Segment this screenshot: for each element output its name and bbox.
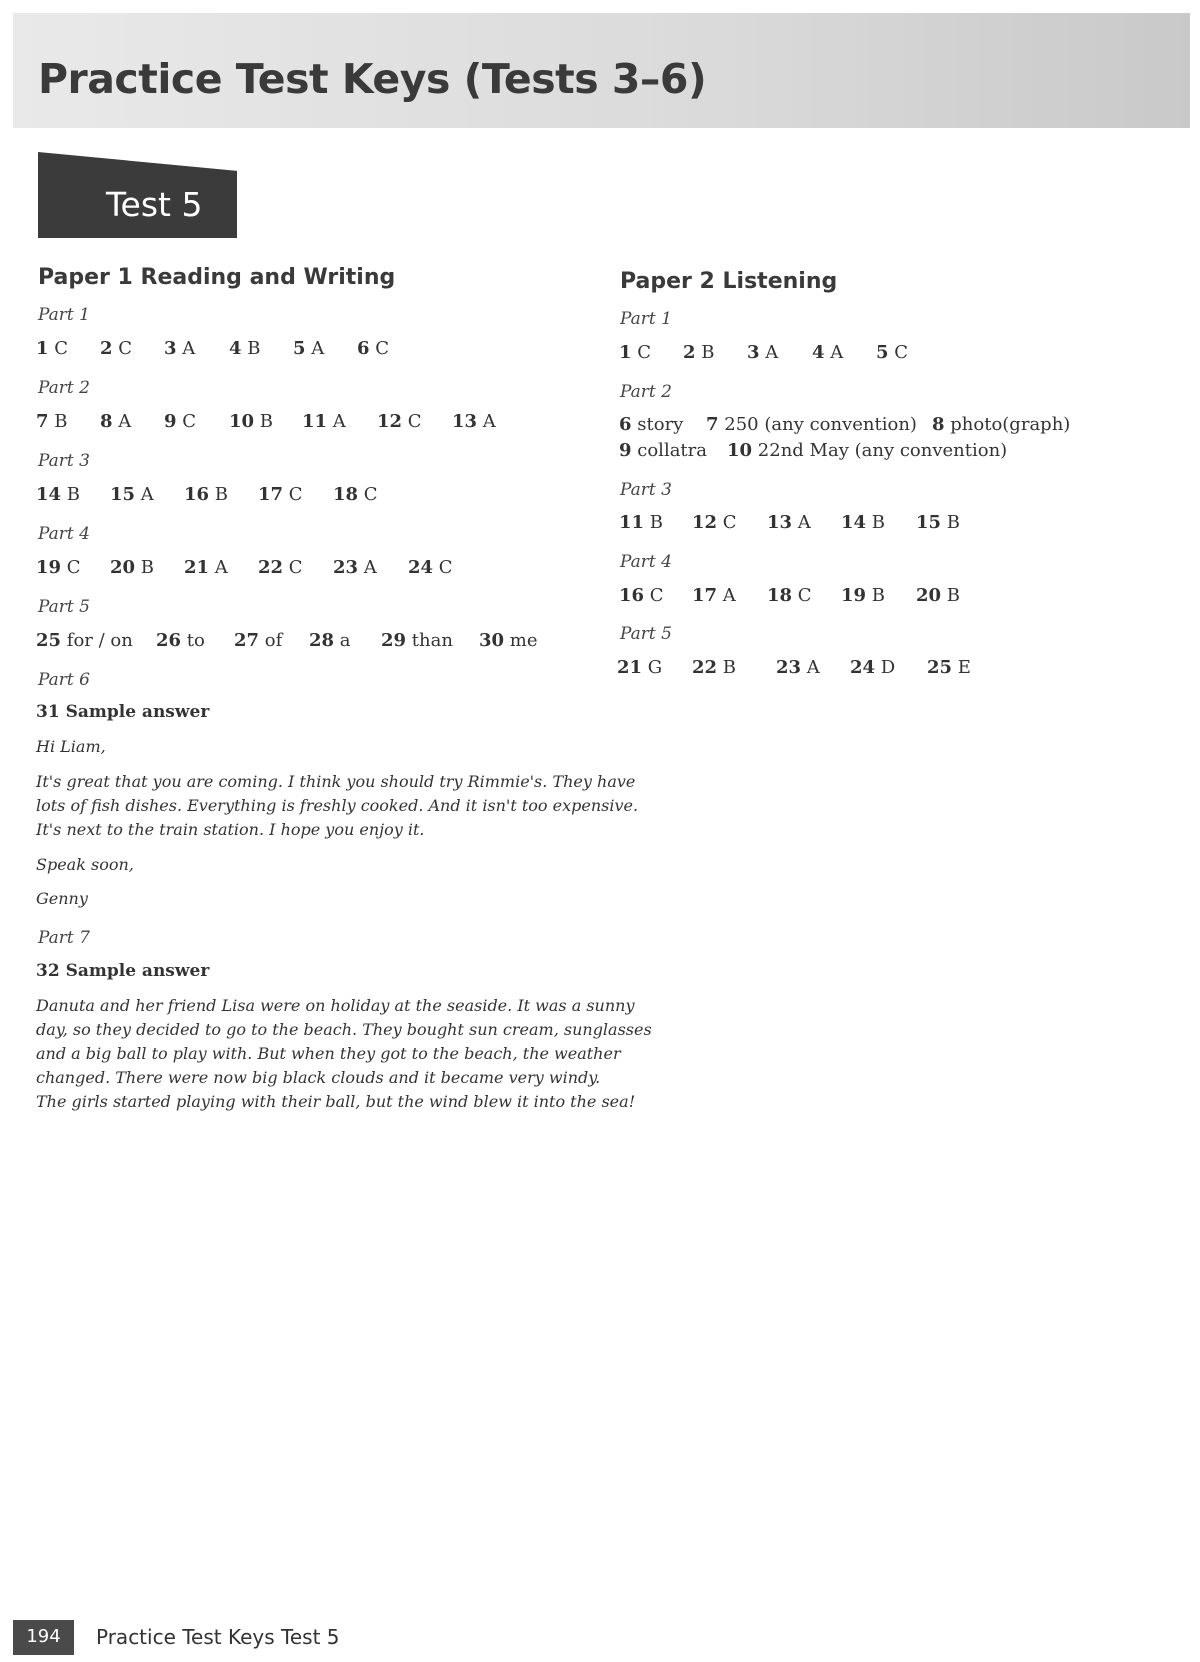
test-tab-label: Test 5 xyxy=(106,185,203,224)
answer-item xyxy=(36,630,133,651)
answer-item xyxy=(727,440,1007,461)
answer-number: 19 xyxy=(36,557,62,578)
answer-number: 20 xyxy=(110,557,136,578)
answer-item xyxy=(841,512,885,533)
p2-part3-label: Part 3 xyxy=(620,480,672,500)
answer-item xyxy=(767,512,811,533)
answer-value: B xyxy=(701,342,715,363)
answer-value: B xyxy=(946,585,961,606)
answer-item xyxy=(229,338,261,359)
answer-value: B xyxy=(259,411,274,432)
part7-sample-heading: 32 Sample answer xyxy=(36,961,210,981)
answer-number: 18 xyxy=(767,585,793,606)
paper1-heading: Paper 1 Reading and Writing xyxy=(38,265,396,290)
answer-value: for / on xyxy=(66,630,133,651)
answer-value: to xyxy=(186,630,205,651)
answer-value: C xyxy=(363,484,378,505)
answer-number: 24 xyxy=(850,657,876,678)
answer-item xyxy=(377,411,422,432)
answer-number: 21 xyxy=(184,557,210,578)
answer-item xyxy=(479,630,538,651)
answer-value: 250 (any convention) xyxy=(724,414,917,435)
answer-value: C xyxy=(722,512,737,533)
paper2-heading: Paper 2 Listening xyxy=(620,269,838,294)
answer-value: E xyxy=(957,657,971,678)
answer-item xyxy=(850,657,895,678)
answer-item xyxy=(747,342,778,363)
answer-item xyxy=(293,338,324,359)
answer-item xyxy=(36,484,80,505)
answer-item xyxy=(164,338,195,359)
answer-value: A xyxy=(765,342,779,363)
answer-number: 14 xyxy=(841,512,867,533)
answer-value: A xyxy=(214,557,228,578)
answer-value: B xyxy=(214,484,229,505)
answer-item xyxy=(381,630,453,651)
p1-part2-label: Part 2 xyxy=(38,378,90,398)
answer-item xyxy=(617,657,662,678)
answer-value: A xyxy=(311,338,325,359)
answer-value: A xyxy=(363,557,377,578)
answer-item xyxy=(258,557,303,578)
answer-value: C xyxy=(375,338,390,359)
answer-number: 2 xyxy=(683,342,696,363)
answer-item xyxy=(619,512,663,533)
answer-item xyxy=(357,338,389,359)
answer-number: 8 xyxy=(100,411,113,432)
answer-item xyxy=(229,411,273,432)
answer-item xyxy=(100,411,131,432)
p1-part6-label: Part 6 xyxy=(38,670,90,690)
answer-item xyxy=(692,512,737,533)
answer-number: 10 xyxy=(727,440,753,461)
answer-number: 12 xyxy=(692,512,718,533)
answer-item xyxy=(100,338,132,359)
answer-value: B xyxy=(54,411,68,432)
answer-item xyxy=(36,338,68,359)
answer-item xyxy=(932,414,1070,435)
answer-item xyxy=(309,630,351,651)
answer-value: C xyxy=(438,557,453,578)
answer-value: C xyxy=(288,557,303,578)
answer-item xyxy=(110,484,154,505)
answer-number: 11 xyxy=(302,411,328,432)
answer-item xyxy=(619,440,707,461)
p1-part4-label: Part 4 xyxy=(38,524,90,544)
answer-number: 8 xyxy=(932,414,945,435)
part7-body-line: Danuta and her friend Lisa were on holiday at the seaside. It was a sunny xyxy=(36,996,635,1015)
part6-body-line: It's great that you are coming. I think you should try Rimmie's. They have xyxy=(36,772,636,791)
part6-body-line: It's next to the train station. I hope you enjoy it. xyxy=(36,820,425,839)
part6-sample-heading: 31 Sample answer xyxy=(36,702,210,722)
p1-part1-label: Part 1 xyxy=(38,305,90,325)
part7-body-line: changed. There were now big black clouds and it became very windy. xyxy=(36,1068,601,1087)
part7-body-line: day, so they decided to go to the beach. They bought sun cream, sunglasses xyxy=(36,1020,652,1039)
answer-item xyxy=(408,557,453,578)
answer-value: A xyxy=(482,411,496,432)
answer-value: 22nd May (any convention) xyxy=(757,440,1008,461)
answer-item xyxy=(841,585,885,606)
answer-number: 2 xyxy=(100,338,113,359)
answer-value: than xyxy=(411,630,453,651)
answer-value: C xyxy=(118,338,133,359)
answer-value: A xyxy=(830,342,844,363)
answer-value: B xyxy=(722,657,737,678)
answer-value: story xyxy=(637,414,684,435)
answer-number: 19 xyxy=(841,585,867,606)
answer-value: A xyxy=(332,411,346,432)
answer-item xyxy=(619,414,683,435)
answer-item xyxy=(156,630,205,651)
answer-item xyxy=(234,630,282,651)
part7-body-line: and a big ball to play with. But when they got to the beach, the weather xyxy=(36,1044,621,1063)
answer-number: 18 xyxy=(333,484,359,505)
answer-value: C xyxy=(66,557,81,578)
answer-number: 16 xyxy=(619,585,645,606)
answer-number: 10 xyxy=(229,411,255,432)
answer-item xyxy=(619,342,651,363)
answer-item xyxy=(36,411,68,432)
part6-signature: Genny xyxy=(36,889,88,908)
answer-value: me xyxy=(509,630,538,651)
answer-number: 1 xyxy=(36,338,49,359)
p1-part5-label: Part 5 xyxy=(38,597,90,617)
answer-number: 6 xyxy=(357,338,370,359)
answer-number: 28 xyxy=(309,630,335,651)
answer-number: 24 xyxy=(408,557,434,578)
answer-number: 12 xyxy=(377,411,403,432)
answer-number: 15 xyxy=(110,484,136,505)
answer-number: 1 xyxy=(619,342,632,363)
answer-number: 23 xyxy=(333,557,359,578)
footer-page-number: 194 xyxy=(26,1626,61,1647)
answer-value: C xyxy=(797,585,812,606)
page-title: Practice Test Keys (Tests 3–6) xyxy=(38,55,707,103)
answer-value: B xyxy=(247,338,261,359)
answer-item xyxy=(767,585,812,606)
answer-item xyxy=(776,657,820,678)
answer-value: C xyxy=(54,338,69,359)
answer-number: 22 xyxy=(692,657,718,678)
answer-value: C xyxy=(894,342,909,363)
answer-number: 3 xyxy=(747,342,760,363)
answer-value: B xyxy=(66,484,81,505)
p2-part2-label: Part 2 xyxy=(620,382,672,402)
answer-item xyxy=(619,585,664,606)
answer-number: 9 xyxy=(164,411,177,432)
answer-number: 7 xyxy=(706,414,719,435)
answer-number: 17 xyxy=(258,484,284,505)
answer-number: 6 xyxy=(619,414,632,435)
answer-value: B xyxy=(871,585,886,606)
answer-item xyxy=(683,342,715,363)
answer-value: A xyxy=(797,512,811,533)
answer-number: 9 xyxy=(619,440,632,461)
answer-item xyxy=(876,342,908,363)
answer-value: C xyxy=(182,411,197,432)
answer-number: 5 xyxy=(876,342,889,363)
answer-number: 4 xyxy=(812,342,825,363)
answer-value: C xyxy=(649,585,664,606)
answer-value: G xyxy=(647,657,663,678)
answer-item xyxy=(916,512,960,533)
answer-item xyxy=(916,585,960,606)
part6-greeting: Hi Liam, xyxy=(36,737,106,756)
answer-number: 21 xyxy=(617,657,643,678)
answer-value: photo(graph) xyxy=(950,414,1071,435)
answer-number: 25 xyxy=(927,657,953,678)
answer-item xyxy=(706,414,917,435)
answer-number: 20 xyxy=(916,585,942,606)
answer-number: 17 xyxy=(692,585,718,606)
answer-item xyxy=(452,411,496,432)
answer-item xyxy=(164,411,196,432)
part7-body-line: The girls started playing with their ball, but the wind blew it into the sea! xyxy=(36,1092,636,1111)
part6-closing: Speak soon, xyxy=(36,855,134,874)
answer-number: 5 xyxy=(293,338,306,359)
answer-number: 13 xyxy=(452,411,478,432)
answer-item xyxy=(333,484,378,505)
answer-value: of xyxy=(264,630,283,651)
answer-item xyxy=(258,484,303,505)
answer-item xyxy=(692,657,736,678)
p1-part7-label: Part 7 xyxy=(38,928,90,948)
answer-item xyxy=(184,557,228,578)
answer-item xyxy=(184,484,228,505)
p1-part3-label: Part 3 xyxy=(38,451,90,471)
answer-value: C xyxy=(637,342,652,363)
answer-number: 15 xyxy=(916,512,942,533)
answer-number: 27 xyxy=(234,630,260,651)
answer-number: 3 xyxy=(164,338,177,359)
answer-item xyxy=(927,657,971,678)
part6-body-line: lots of fish dishes. Everything is freshly cooked. And it isn't too expensive. xyxy=(36,796,639,815)
answer-value: A xyxy=(722,585,736,606)
answer-value: collatra xyxy=(637,440,707,461)
answer-value: C xyxy=(407,411,422,432)
answer-value: B xyxy=(871,512,886,533)
answer-number: 23 xyxy=(776,657,802,678)
answer-number: 16 xyxy=(184,484,210,505)
answer-value: D xyxy=(880,657,896,678)
answer-item xyxy=(333,557,377,578)
answer-value: A xyxy=(140,484,154,505)
footer-title: Practice Test Keys Test 5 xyxy=(96,1625,340,1649)
p2-part5-label: Part 5 xyxy=(620,624,672,644)
answer-number: 22 xyxy=(258,557,284,578)
answer-value: B xyxy=(649,512,664,533)
answer-number: 26 xyxy=(156,630,182,651)
answer-number: 25 xyxy=(36,630,62,651)
answer-item xyxy=(302,411,346,432)
answer-value: C xyxy=(288,484,303,505)
answer-number: 29 xyxy=(381,630,407,651)
answer-item xyxy=(812,342,843,363)
p2-part1-label: Part 1 xyxy=(620,309,672,329)
answer-value: A xyxy=(806,657,820,678)
answer-value: A xyxy=(118,411,132,432)
answer-number: 30 xyxy=(479,630,505,651)
answer-item xyxy=(36,557,81,578)
answer-value: A xyxy=(182,338,196,359)
answer-number: 13 xyxy=(767,512,793,533)
answer-item xyxy=(692,585,736,606)
answer-value: B xyxy=(946,512,961,533)
p2-part4-label: Part 4 xyxy=(620,552,672,572)
answer-number: 7 xyxy=(36,411,49,432)
answer-value: a xyxy=(339,630,351,651)
answer-number: 11 xyxy=(619,512,645,533)
answer-item xyxy=(110,557,154,578)
answer-value: B xyxy=(140,557,155,578)
answer-number: 14 xyxy=(36,484,62,505)
answer-number: 4 xyxy=(229,338,242,359)
